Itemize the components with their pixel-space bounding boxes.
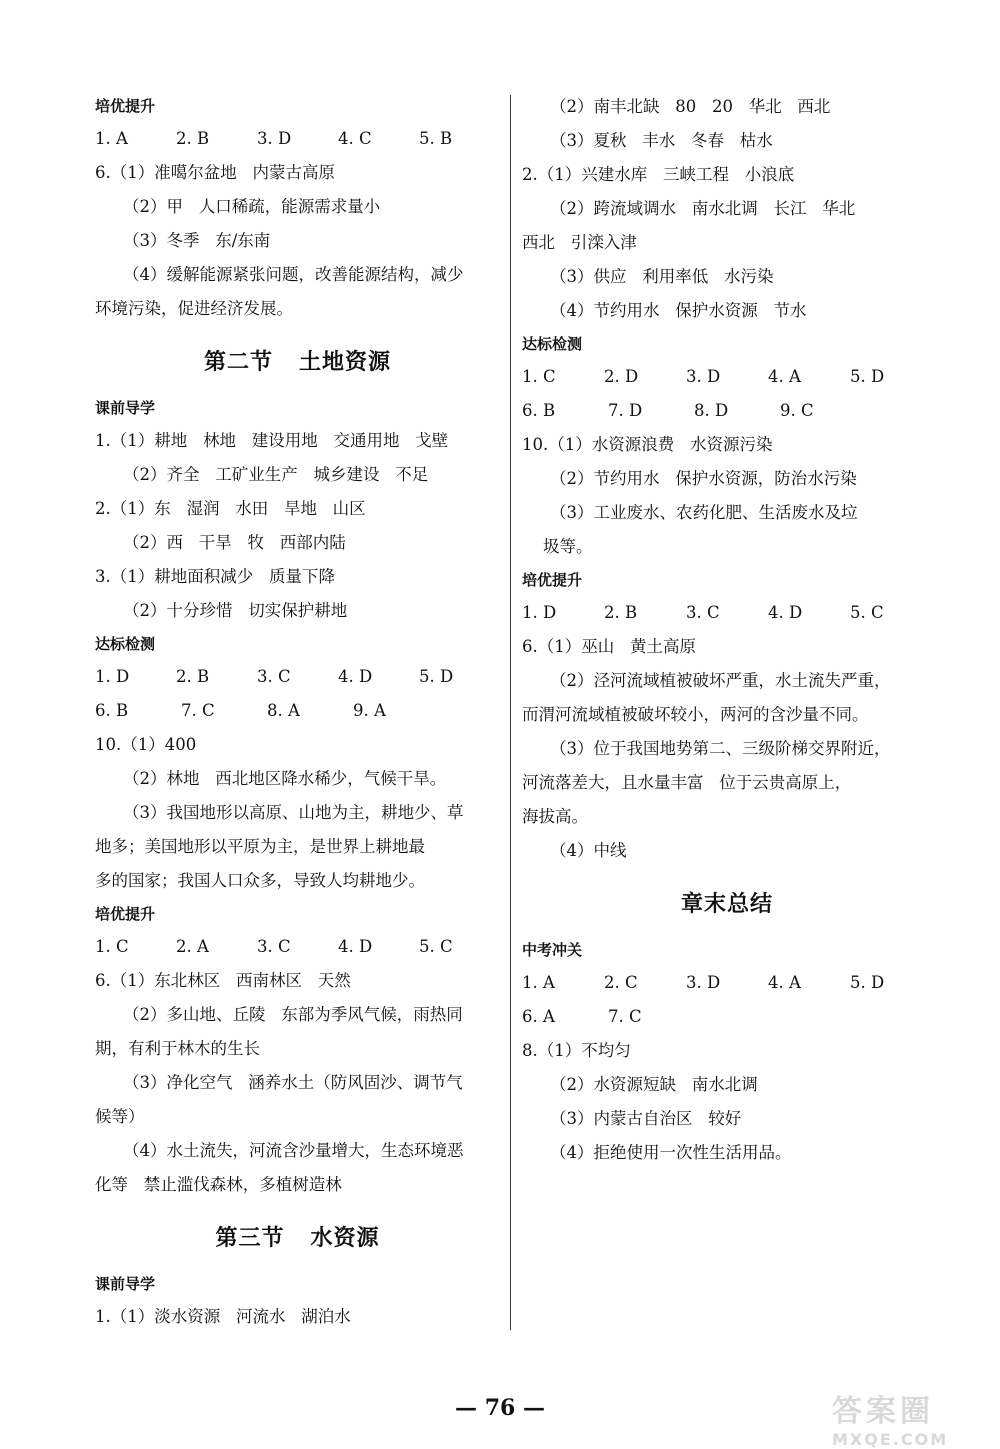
answer-cell: 2. B [176,667,210,686]
answer-cell: 3. D [257,129,292,148]
answer-line: 2.（1）兴建水库 三峡工程 小浪底 [522,165,795,184]
answer-line: 而渭河流域植被破坏较小，两河的含沙量不同。 [522,705,869,724]
answer-line: （2）十分珍惜 切实保护耕地 [123,601,348,620]
answer-line: 地多；美国地形以平原为主，是世界上耕地最 [95,837,425,856]
answer-cell: 5. C [419,937,453,956]
answer-cell: 5. B [419,129,453,148]
answer-cell: 4. D [338,937,373,956]
answer-line: 1.（1）耕地 林地 建设用地 交通用地 戈壁 [95,431,449,450]
subsection-heading: 培优提升 [95,97,156,115]
left-column [95,90,500,1334]
answer-cell: 2. B [176,129,210,148]
answer-cell: 7. D [608,401,643,420]
answer-line: 圾等。 [522,537,593,556]
answer-line: （3）内蒙古自治区 较好 [550,1109,742,1128]
answer-line: 10.（1）400 [95,735,197,754]
watermark-en: MXQE.COM [832,1430,949,1449]
answer-cell: 8. A [267,701,300,720]
answer-line: 3.（1）耕地面积减少 质量下降 [95,567,335,586]
answer-line: （4）缓解能源紧张问题，改善能源结构，减少 [123,265,464,284]
answer-cell: 2. A [176,937,209,956]
answer-line: （2）林地 西北地区降水稀少，气候干旱。 [123,769,447,788]
answer-cell: 2. C [604,973,638,992]
answer-cell: 4. A [768,367,801,386]
answer-line: （2）多山地、丘陵 东部为季风气候，雨热同 [123,1005,463,1024]
answer-line: （2）齐全 工矿业生产 城乡建设 不足 [123,465,429,484]
answer-line: （2）水资源短缺 南水北调 [550,1075,758,1094]
answer-line: （4）水土流失，河流含沙量增大，生态环境恶 [123,1141,464,1160]
answer-cell: 4. C [338,129,372,148]
answer-cell: 4. D [768,603,803,622]
answer-cell: 3. C [257,937,291,956]
answer-cell: 1. C [522,367,556,386]
answer-line: 候等） [95,1107,145,1126]
right-column [522,90,932,1170]
answer-line: （3）我国地形以高原、山地为主，耕地少、草 [123,803,464,822]
answer-line: （2）西 干旱 牧 西部内陆 [123,533,346,552]
answer-line: （3）夏秋 丰水 冬春 枯水 [550,131,773,150]
answer-line: （2）南丰北缺 80 20 华北 西北 [550,97,831,116]
section-heading: 章末总结 [680,891,773,917]
answer-cell: 7. C [181,701,215,720]
answer-grid-row [522,360,932,394]
answer-line: （3）冬季 东/东南 [123,231,271,250]
watermark-logo [832,1386,982,1449]
answer-line: （4）中线 [550,841,627,860]
answer-line: 环境污染，促进经济发展。 [95,299,293,318]
answer-line: （3）位于我国地势第二、三级阶梯交界附近， [550,739,891,758]
answer-grid-row [95,930,500,964]
answer-cell: 5. C [850,603,884,622]
answer-cell: 8. D [694,401,729,420]
answer-cell: 4. D [338,667,373,686]
answer-cell: 5. D [850,973,885,992]
answer-line: 1.（1）淡水资源 河流水 湖泊水 [95,1307,351,1326]
answer-line: （3）工业废水、农药化肥、生活废水及垃 [550,503,858,522]
answer-grid-row [522,394,932,428]
answer-grid-row [522,966,932,1000]
section-heading: 第三节 水资源 [215,1225,380,1251]
answer-cell: 3. D [686,973,721,992]
answer-line: （4）节约用水 保护水资源 节水 [550,301,807,320]
answer-cell: 1. D [95,667,130,686]
answer-cell: 1. D [522,603,557,622]
answer-grid-row [522,596,932,630]
page-number: — 76 — [455,1395,545,1421]
answer-line: 西北 引滦入津 [522,233,637,252]
answer-grid-row [522,1000,932,1034]
answer-line: （3）供应 利用率低 水污染 [550,267,774,286]
answer-cell: 1. C [95,937,129,956]
answer-cell: 3. C [257,667,291,686]
answer-cell: 6. A [522,1007,555,1026]
answer-line: 8.（1）不均匀 [522,1041,631,1060]
answer-cell: 1. A [95,129,128,148]
answer-cell: 2. D [604,367,639,386]
answer-line: 6.（1）巫山 黄土高原 [522,637,696,656]
answer-cell: 9. A [353,701,386,720]
answer-cell: 4. A [768,973,801,992]
answer-grid-row [95,660,500,694]
answer-cell: 7. C [608,1007,642,1026]
subsection-heading: 培优提升 [522,571,583,589]
answer-line: （2）泾河流域植被破坏严重，水土流失严重， [550,671,891,690]
answer-grid-row [95,122,500,156]
section-heading: 第二节 土地资源 [204,349,391,375]
answer-line: 2.（1）东 湿润 水田 旱地 山区 [95,499,366,518]
column-divider [510,95,511,1330]
answer-cell: 3. D [686,367,721,386]
answer-line: 多的国家；我国人口众多，导致人均耕地少。 [95,871,425,890]
answer-line: （4）拒绝使用一次性生活用品。 [550,1143,792,1162]
answer-line: 6.（1）东北林区 西南林区 天然 [95,971,351,990]
answer-cell: 5. D [419,667,454,686]
answer-cell: 6. B [522,401,556,420]
answer-line: （2）节约用水 保护水资源，防治水污染 [550,469,857,488]
subsection-heading: 课前导学 [95,1275,156,1293]
subsection-heading: 培优提升 [95,905,156,923]
answer-cell: 9. C [780,401,814,420]
subsection-heading: 达标检测 [522,335,583,353]
answer-cell: 6. B [95,701,129,720]
answer-cell: 5. D [850,367,885,386]
answer-line: 期，有利于林木的生长 [95,1039,260,1058]
watermark-cn: 答案圈 [832,1394,934,1429]
answer-line: 化等 禁止滥伐森林，多植树造林 [95,1175,342,1194]
answer-line: （2）跨流域调水 南水北调 长江 华北 [550,199,856,218]
answer-cell: 3. C [686,603,720,622]
answer-line: 6.（1）准噶尔盆地 内蒙古高原 [95,163,335,182]
answer-line: （2）甲 人口稀疏，能源需求量小 [123,197,381,216]
answer-cell: 2. B [604,603,638,622]
answer-line: 10.（1）水资源浪费 水资源污染 [522,435,773,454]
answer-line: （3）净化空气 涵养水土（防风固沙、调节气 [123,1073,463,1092]
answer-grid-row [95,694,500,728]
answer-cell: 1. A [522,973,555,992]
subsection-heading: 中考冲关 [522,941,583,959]
subsection-heading: 课前导学 [95,399,156,417]
answer-line: 海拔高。 [522,807,588,826]
answer-line: 河流落差大，且水量丰富 位于云贵高原上， [522,773,852,792]
subsection-heading: 达标检测 [95,635,156,653]
